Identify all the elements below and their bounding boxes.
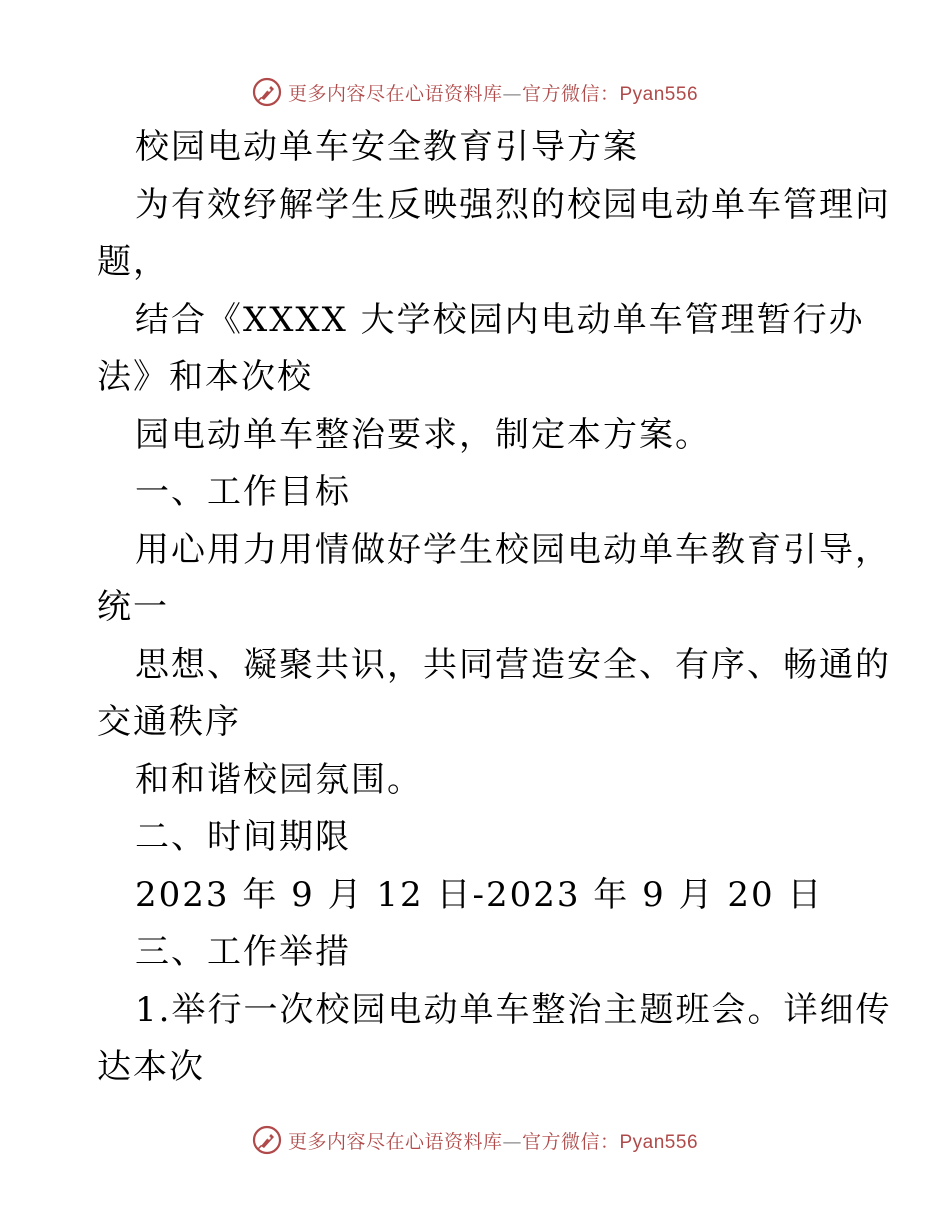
text-line: 达本次 bbox=[97, 1047, 205, 1087]
text-line: 题， bbox=[97, 242, 169, 282]
text-line: 2023 年 9 月 12 日-2023 年 9 月 20 日 bbox=[135, 874, 824, 915]
text-line: 三、工作举措 bbox=[135, 932, 351, 972]
text-line: 校园电动单车安全教育引导方案 bbox=[135, 127, 639, 167]
text-line: 和和谐校园氛围。 bbox=[135, 759, 423, 800]
text-line: 用心用力用情做好学生校园电动单车教育引导， bbox=[135, 529, 891, 570]
header-watermark bbox=[0, 72, 950, 112]
watermark-text: 更多内容尽在心语资料库—官方微信：Pyan556 bbox=[287, 82, 699, 105]
text-line: 思想、凝聚共识，共同营造安全、有序、畅通的 bbox=[135, 644, 891, 685]
text-line: 统一 bbox=[97, 587, 169, 627]
pen-nib-circle-icon bbox=[252, 77, 282, 107]
watermark-text: 更多内容尽在心语资料库—官方微信：Pyan556 bbox=[287, 1130, 699, 1153]
text-line: 为有效纾解学生反映强烈的校园电动单车管理问 bbox=[135, 184, 891, 225]
text-line: 1.举行一次校园电动单车整治主题班会。详细传 bbox=[135, 989, 892, 1030]
document-body bbox=[97, 119, 892, 1097]
text-line: 园电动单车整治要求，制定本方案。 bbox=[135, 414, 711, 455]
pen-nib-circle-icon bbox=[252, 1125, 282, 1155]
text-line: 交通秩序 bbox=[97, 702, 241, 742]
footer-watermark bbox=[0, 1120, 950, 1160]
text-line: 结合《XXXX 大学校园内电动单车管理暂行办 bbox=[135, 299, 865, 340]
text-line: 一、工作目标 bbox=[135, 472, 351, 512]
text-line: 法》和本次校 bbox=[97, 357, 313, 397]
text-line: 二、时间期限 bbox=[135, 817, 351, 857]
